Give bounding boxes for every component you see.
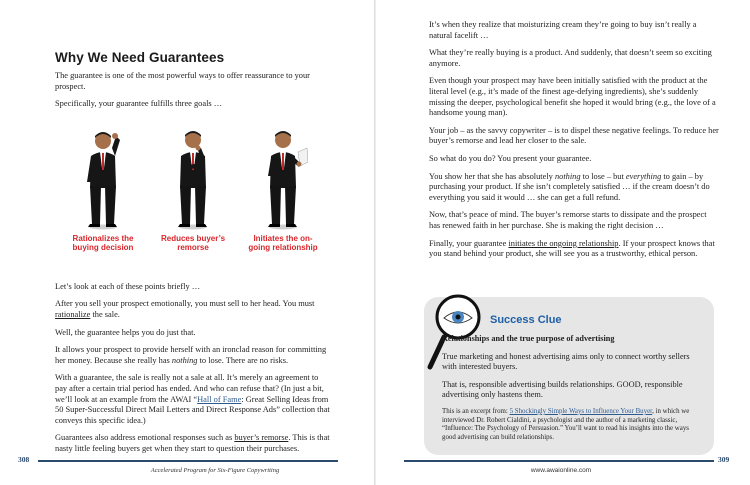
right-column <box>429 20 719 267</box>
figure-caption <box>243 234 323 253</box>
page-number: 309 <box>718 455 730 464</box>
footer-url: www.awaionline.com <box>530 467 592 474</box>
rationalize-term: rationalize <box>55 309 91 319</box>
rationalize-paragraph <box>55 299 330 320</box>
figure-caption <box>153 234 233 253</box>
right-page <box>376 0 750 485</box>
buyers-remorse-term: buyer’s remorse <box>234 433 289 443</box>
footer-rule <box>38 460 338 462</box>
text-run: It allows your prospect to provide herself with an ironclad reason for committing her money. Because she really has <box>55 345 327 365</box>
footer-title: Accelerated Program for Six-Figure Copywriting <box>150 467 280 474</box>
relationship-paragraph <box>429 239 719 260</box>
emphasis-nothing: nothing <box>171 355 198 365</box>
goals-intro: Specifically, your guarantee fulfills three goals … <box>55 99 223 109</box>
text-run: After you sell your prospect emotionally, you must sell to her head. You must <box>55 299 315 309</box>
ongoing-relationship-term: initiates the ongoing relationship <box>508 238 619 248</box>
emphasis-everything: everything <box>625 171 662 181</box>
text-run: to gain – by purchasing your product. If she isn’t completely satisfied … if the cream doesn’t do everything you said it would … she can get a full refund. <box>429 171 710 202</box>
figures-row <box>55 118 330 268</box>
satisfied-paragraph: Even though your prospect may have been initially satisfied with the product at the literal level (e.g., it’s made of the finest age-defying ingredients), she’s suddenly missing the deeper, psychological benefit she hoped it would bring (e.g., the love of a handsome young man). <box>429 76 716 118</box>
businessman-pondering-illustration <box>168 118 218 230</box>
product-paragraph: What they’re really buying is a product. And suddenly, that doesn’t seem so exciting anymore. <box>429 48 712 68</box>
figure-initiates-relationship <box>243 118 323 268</box>
hall-of-fame-link[interactable]: Hall of Fame <box>197 394 242 404</box>
text-run: This is an excerpt from: <box>442 407 510 415</box>
text-run: You show her that she has absolutely <box>429 171 555 181</box>
text-run: , in which we interviewed Dr. Robert Cialdini, a psychologist and the author of a marketing classic, “Influence: The Psychology of Persuasion.” You’ll want to read his insights into the ways good advertising can build relationships. <box>442 407 690 441</box>
text-run: . This is that nasty little feeling buyers get when they start to question their purchases. <box>55 433 330 453</box>
text-run: the sale. <box>90 309 120 319</box>
text-run: to lose – but <box>580 171 626 181</box>
caption-line: going relationship <box>248 243 318 253</box>
text-run: to lose. There are no risks. <box>197 355 289 365</box>
left-page <box>0 0 374 485</box>
businessman-thinking-illustration <box>78 118 128 230</box>
page-heading: Why We Need Guarantees <box>55 50 225 65</box>
facelift-paragraph: It’s when they realize that moisturizing cream they’re going to buy isn’t really a natural facelift … <box>429 20 697 40</box>
left-column <box>55 50 330 462</box>
success-clue-box <box>424 297 714 455</box>
figure-reduces-remorse <box>153 118 233 268</box>
footer-rule <box>404 460 714 462</box>
success-clue-title: Success Clue <box>490 314 562 326</box>
nothing-to-lose-paragraph <box>429 172 719 204</box>
clue-paragraph: True marketing and honest advertising aims only to connect worthy sellers with interested buyers. <box>442 351 690 372</box>
remorse-paragraph <box>55 433 330 454</box>
present-guarantee-paragraph: So what do you do? You present your guarantee. <box>429 153 592 163</box>
success-clue-body <box>442 334 704 449</box>
caption-line: Rationalizes the <box>72 233 134 243</box>
caption-line: Reduces buyer’s <box>160 233 226 243</box>
clue-paragraph: That is, responsible advertising builds relationships. GOOD, responsible advertising only hastens them. <box>442 379 683 400</box>
excerpt-note <box>442 408 704 442</box>
peace-of-mind-paragraph: Now, that’s peace of mind. The buyer’s remorse starts to dissipate and the prospect has renewed faith in her purchase. She is making the right decision … <box>429 210 707 230</box>
figure-rationalizes <box>63 118 143 268</box>
success-clue-subtitle: Relationships and the true purpose of advertising <box>442 334 615 343</box>
page-number: 308 <box>18 455 30 464</box>
agreement-paragraph <box>55 373 330 426</box>
guarantee-helps-paragraph: Well, the guarantee helps you do just that. <box>55 327 196 337</box>
your-job-paragraph: Your job – as the savvy copywriter – is to dispel these negative feelings. To reduce her buyer’s remorse and lead her closer to the sale. <box>429 125 719 146</box>
ironclad-paragraph <box>55 345 330 366</box>
figure-caption <box>63 234 143 253</box>
caption-line: remorse <box>177 243 209 253</box>
caption-line: Initiates the on- <box>253 233 313 243</box>
text-run: Guarantees also address emotional responses such as <box>55 433 235 443</box>
text-run: : Great Selling Ideas from 50 Super-Successful Direct Mail Letters and Direct Response Ads” collection that conveys this specific idea.) <box>55 394 330 425</box>
emphasis-nothing: nothing <box>554 171 581 181</box>
points-intro: Let’s look at each of these points briefly … <box>55 281 201 291</box>
caption-line: buying decision <box>72 243 134 253</box>
intro-paragraph: The guarantee is one of the most powerful ways to offer reassurance to your prospect. <box>55 71 310 91</box>
text-run: Finally, your guarantee <box>429 238 509 248</box>
text-run: . If your prospect knows that you stand behind your product, she will see you as a trustworthy, ethical person. <box>429 238 715 259</box>
text-run: With a guarantee, the sale is really not a sale at all. It’s merely an agreement to pay after a certain trial period has ended. And who can refuse that? (In just a bit, we’ll look at an example from the AWAI “ <box>55 373 324 404</box>
businessman-reading-illustration <box>258 118 308 230</box>
excerpt-link[interactable]: 5 Shockingly Simple Ways to Influence Your Buyer <box>509 407 653 415</box>
